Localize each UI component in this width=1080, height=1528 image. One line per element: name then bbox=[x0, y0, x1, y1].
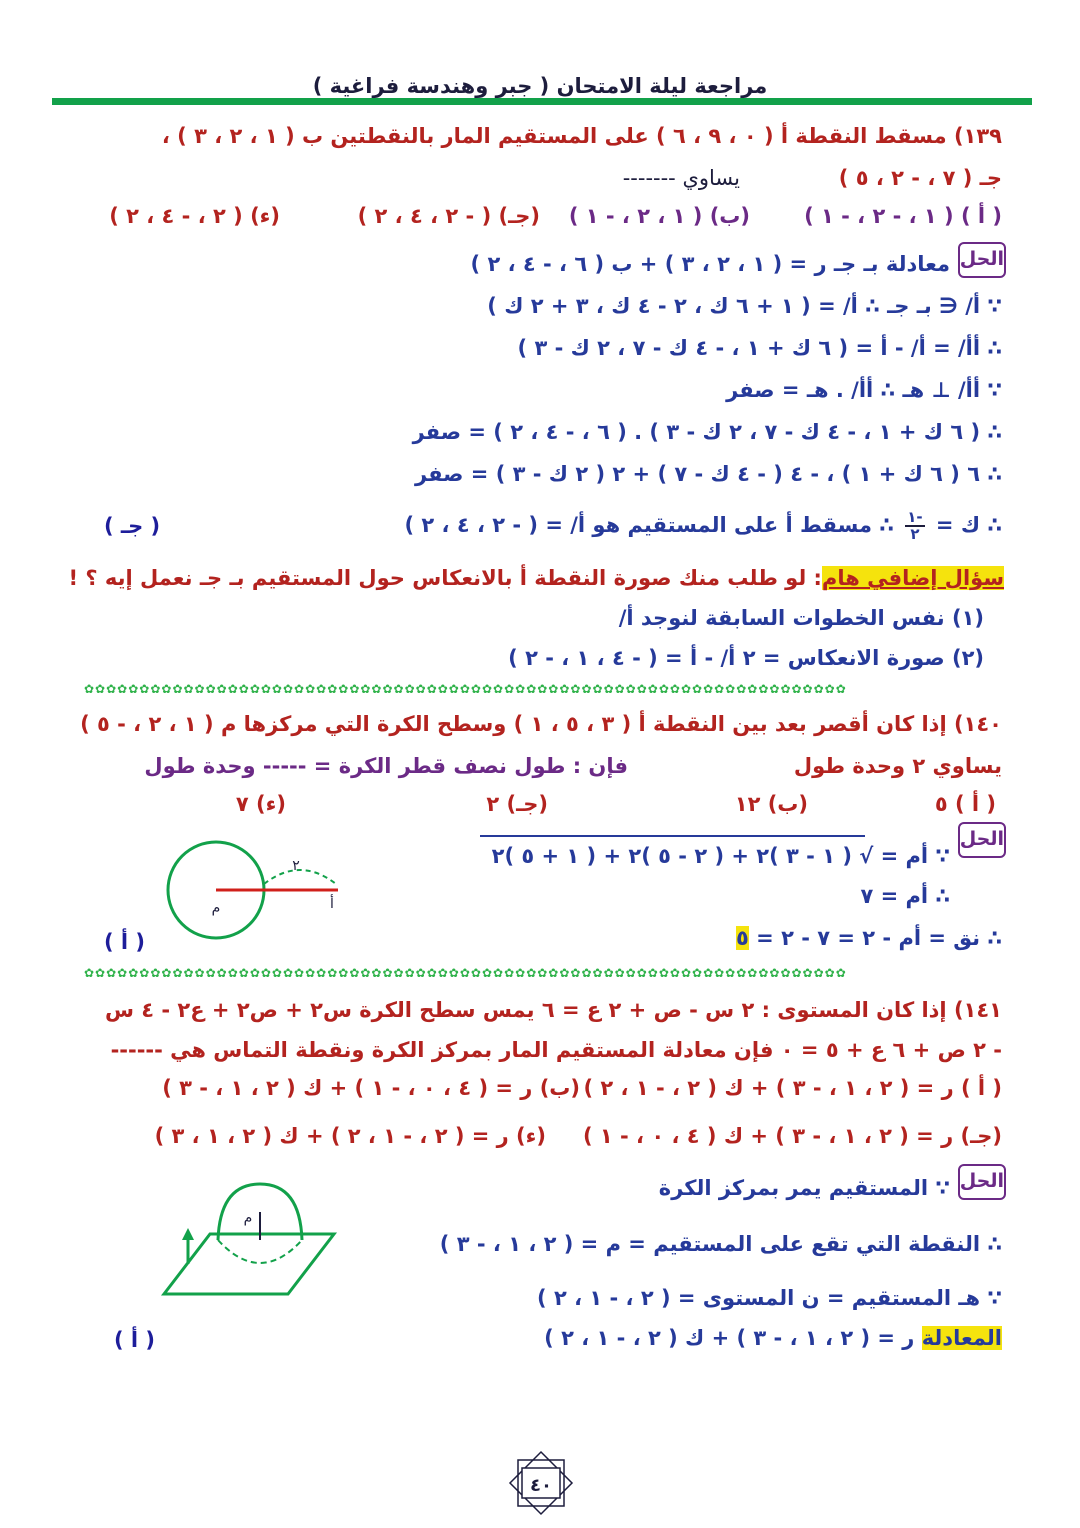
q140-line2-left: فإن : طول نصف قطر الكرة = ----- وحدة طول bbox=[144, 754, 628, 778]
q141-answer: ( أ ) bbox=[114, 1328, 156, 1352]
page-number-emblem bbox=[508, 1450, 574, 1516]
q139-step-7-rest: ∴ مسقط أ على المستقيم هو أ/ = ( - ٢ ، ٤ ، ٢ ) bbox=[404, 513, 894, 537]
q140-choice-c: (جـ) ٢ bbox=[486, 792, 548, 816]
equation-text: ر = ( ٢ ، ١ ، - ٣ ) + ك ( ٢ ، - ١ ، ٢ ) bbox=[544, 1326, 915, 1350]
q139-equals: يساوي ------- bbox=[622, 166, 740, 190]
q139-step-1: معادلة بـ جـ ر = ( ١ ، ٢ ، ٣ ) + ب ( ٦ ، - ٤ ، ٢ ) bbox=[470, 252, 950, 276]
q139-choice-a: ( أ ) ( ١ ، - ٢ ، - ١ ) bbox=[804, 204, 1002, 228]
q141-solution-badge: الحل bbox=[958, 1164, 1006, 1200]
header-divider bbox=[52, 98, 1032, 105]
q141-choice-d: (ء) ر = ( ٢ ، - ١ ، ٢ ) + ك ( ٢ ، ١ ، ٣ ) bbox=[154, 1124, 546, 1148]
q140-choice-a: ( أ ) ٥ bbox=[934, 792, 996, 816]
q139-step-6: ∴ ٦ ( ٦ ك + ١ ) ، - ٤ ( - ٤ ك - ٧ ) + ٢ ( ٢ ك - ٣ ) = صفر bbox=[415, 462, 1002, 486]
q139-step-4: ∵ أأ/ ⊥ هـ ∴ أأ/ . هـ = صفر bbox=[726, 378, 1002, 402]
q141-step-1: ∵ المستقيم يمر بمركز الكرة bbox=[658, 1176, 950, 1200]
q139-step-7 bbox=[404, 510, 1002, 542]
center-label-m: م bbox=[211, 900, 221, 916]
q141-choice-c: (جـ) ر = ( ٢ ، ١ ، - ٣ ) + ك ( ٤ ، ٠ ، - ١ ) bbox=[582, 1124, 1002, 1148]
q139-choice-d: (ء) ( ٢ ، - ٤ ، ٢ ) bbox=[109, 204, 280, 228]
sphere-diagram bbox=[160, 832, 360, 952]
extra-question-label: سؤال إضافي هام bbox=[821, 566, 1004, 590]
q140-choice-d: (ء) ٧ bbox=[235, 792, 286, 816]
q139-choice-b: (ب) ( ١ ، ٢ ، - ١ ) bbox=[568, 204, 750, 228]
hemisphere-base bbox=[218, 1240, 302, 1263]
q141-choice-b: (ب) ر = ( ٤ ، ٠ ، - ١ ) + ك ( ٢ ، ١ ، - ٣ ) bbox=[162, 1076, 580, 1100]
normal-arrowhead bbox=[182, 1228, 194, 1240]
extra-step-1: (١) نفس الخطوات السابقة لنوجد أ/ bbox=[618, 606, 984, 630]
q139-line1: ١٣٩) مسقط النقطة أ ( ٠ ، ٩ ، ٦ ) على المستقيم المار بالنقطتين ب ( ١ ، ٢ ، ٣ ) ، bbox=[161, 124, 1002, 148]
q140-line2-right: يساوي ٢ وحدة طول bbox=[793, 754, 1002, 778]
q140-line1: ١٤٠) إذا كان أقصر بعد بين النقطة أ ( ٣ ، ٥ ، ١ ) وسطح الكرة التي مركزها م ( ١ ، ٢ ، - ٥ ) bbox=[80, 712, 1002, 736]
q140-step-2: ∴ أم = ٧ bbox=[860, 884, 950, 908]
section-separator-2: ✿✿✿✿✿✿✿✿✿✿✿✿✿✿✿✿✿✿✿✿✿✿✿✿✿✿✿✿✿✿✿✿✿✿✿✿✿✿✿✿✿✿✿✿✿✿✿✿✿✿✿✿✿✿✿✿✿✿✿✿✿✿✿✿✿✿✿✿✿ bbox=[84, 966, 847, 980]
equation-label: المعادلة bbox=[921, 1326, 1002, 1350]
extra-step-2: (٢) صورة الانعكاس = ٢ أ/ - أ = ( - ٤ ، ١ ، - ٢ ) bbox=[508, 646, 984, 670]
extra-question-text: : لو طلب منك صورة النقطة أ بالانعكاس حول المستقيم بـ جـ نعمل إيه ؟ ! bbox=[68, 566, 822, 590]
q139-point-c: جـ ( ٧ ، - ٢ ، ٥ ) bbox=[838, 166, 1002, 190]
q141-choice-a: ( أ ) ر = ( ٢ ، ١ ، - ٣ ) + ك ( ٢ ، - ١ ، ٢ ) bbox=[583, 1076, 1002, 1100]
q141-step-3: ∵ هـ المستقيم = ن المستوى = ( ٢ ، - ١ ، ٢ ) bbox=[537, 1286, 1002, 1310]
q140-solution-badge: الحل bbox=[958, 822, 1006, 858]
distance-arc bbox=[264, 870, 336, 884]
q141-line1: ١٤١) إذا كان المستوى : ٢ س - ص + ٢ ع = ٦ يمس سطح الكرة س٢ + ص٢ + ع٢ - ٤ س bbox=[104, 998, 1002, 1022]
distance-label: ٢ bbox=[292, 858, 300, 874]
fraction-numerator: -١ bbox=[907, 508, 923, 526]
q141-line2: - ٢ ص + ٦ ع + ٥ = ٠ فإن معادلة المستقيم المار بمركز الكرة ونقطة التماس هي ------ bbox=[110, 1038, 1002, 1062]
section-separator-1: ✿✿✿✿✿✿✿✿✿✿✿✿✿✿✿✿✿✿✿✿✿✿✿✿✿✿✿✿✿✿✿✿✿✿✿✿✿✿✿✿✿✿✿✿✿✿✿✿✿✿✿✿✿✿✿✿✿✿✿✿✿✿✿✿✿✿✿✿✿ bbox=[84, 682, 847, 696]
q140-step-1: ∵ أم = √ ( ١ - ٣ )٢ + ( ٢ - ٥ )٢ + ( ١ + ٥ )٢ bbox=[491, 844, 950, 868]
q141-step-4 bbox=[544, 1326, 1002, 1351]
q139-step-2: ∵ أ/ ∈ بـ جـ ∴ أ/ = ( ١ + ٦ ك ، ٢ - ٤ ك ، ٣ + ٢ ك ) bbox=[487, 294, 1002, 318]
fraction-denominator: ٢ bbox=[910, 525, 920, 543]
point-label-a: أ bbox=[330, 896, 334, 912]
q139-solution-badge: الحل bbox=[958, 242, 1006, 278]
fraction-minus-half bbox=[905, 510, 924, 542]
radical-overline bbox=[480, 832, 880, 842]
page-number: ٤٠ bbox=[530, 1475, 552, 1496]
q140-step-3-prefix: ∴ نق = أم - ٢ = ٧ - ٢ = bbox=[756, 926, 1002, 950]
page-header-title: مراجعة ليلة الامتحان ( جبر وهندسة فراغية ) bbox=[312, 74, 768, 98]
q141-step-2: ∴ النقطة التي تقع على المستقيم = م = ( ٢ ، ١ ، - ٣ ) bbox=[439, 1232, 1002, 1256]
q139-extra-question bbox=[68, 566, 1004, 591]
q139-choice-c: (جـ) ( - ٢ ، ٤ ، ٢ ) bbox=[357, 204, 540, 228]
q140-radius-value: ٥ bbox=[736, 926, 749, 950]
center-label-m: م bbox=[243, 1210, 253, 1226]
q139-step-7-prefix: ∴ ك = bbox=[935, 513, 1002, 537]
q140-step-3 bbox=[736, 926, 1002, 951]
q139-answer: ( جـ ) bbox=[104, 514, 161, 538]
q139-step-5: ∴ ( ٦ ك + ١ ، - ٤ ك - ٧ ، ٢ ك - ٣ ) . ( ٦ ، - ٤ ، ٢ ) = صفر bbox=[412, 420, 1002, 444]
q139-step-3: ∴ أأ/ = أ/ - أ = ( ٦ ك + ١ ، - ٤ ك - ٧ ، ٢ ك - ٣ ) bbox=[517, 336, 1002, 360]
q140-answer: ( أ ) bbox=[104, 930, 146, 954]
plane-sphere-diagram bbox=[160, 1176, 340, 1306]
q140-choice-b: (ب) ١٢ bbox=[734, 792, 808, 816]
